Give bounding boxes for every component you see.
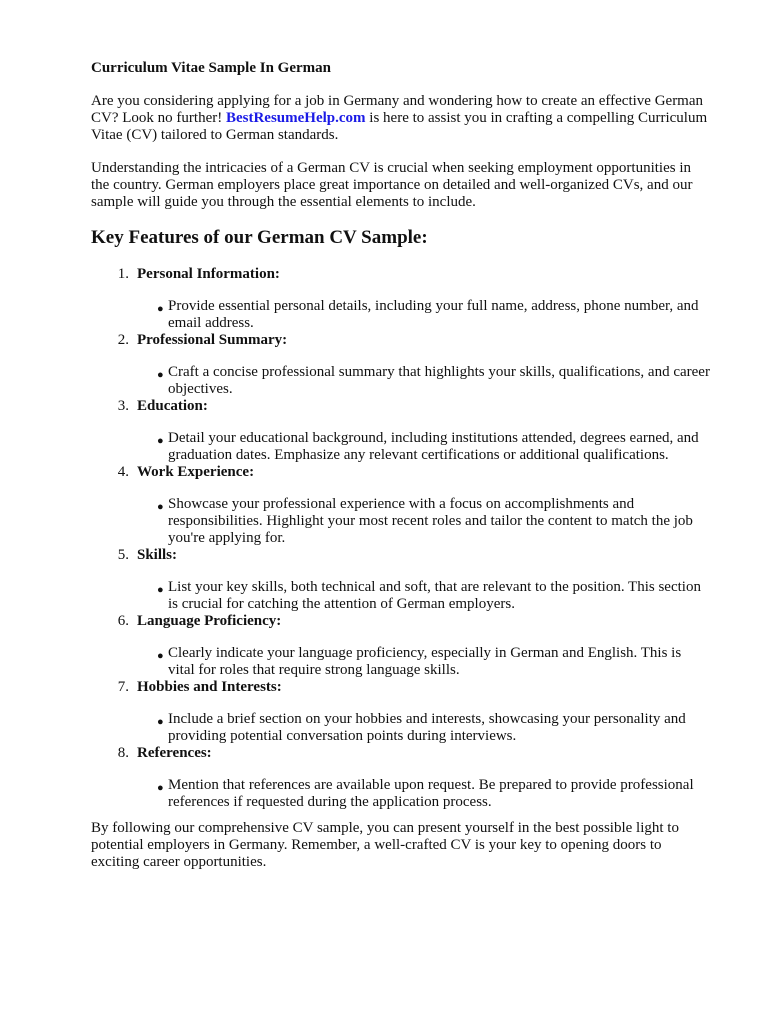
intro-text-end: is here to assist you in crafting a compelling Curriculum Vitae (CV) tailored to German standards. (91, 110, 708, 143)
page-title: Curriculum Vitae Sample In German (91, 60, 331, 76)
bullet-icon: ● (157, 501, 164, 513)
feature-header (91, 547, 711, 564)
feature-header (91, 266, 711, 283)
feature-header (91, 332, 711, 349)
feature-bullet (91, 496, 711, 547)
feature-bullet (91, 645, 711, 679)
feature-number: 2. (117, 332, 129, 348)
bullet-icon: ● (157, 435, 164, 447)
feature-bullet-text: Craft a concise professional summary that highlights your skills, qualifications, and career objectives. (168, 364, 710, 397)
feature-bullet (91, 777, 711, 811)
feature-bullet-text: Clearly indicate your language proficiency, especially in German and English. This is vital for roles that require strong language skills. (168, 645, 682, 678)
intro-text-start: Are you considering applying for a job in Germany and wondering how to create an effective German CV? Look no further! (91, 93, 704, 126)
feature-bullet (91, 711, 711, 745)
feature-number-cell (91, 266, 129, 283)
feature-header (91, 398, 711, 415)
feature-bullet-text: List your key skills, both technical and soft, that are relevant to the position. This section is crucial for catching the attention of German employers. (168, 579, 701, 612)
feature-bullet-text: Detail your educational background, including institutions attended, degrees earned, and graduation dates. Emphasize any relevant certifications or additional qualifications. (168, 430, 699, 463)
feature-item (91, 464, 711, 547)
understanding-paragraph: Understanding the intricacies of a German CV is crucial when seeking employment opportunities in the country. German employers place great importance on detailed and well-organized CVs, and our sample will guide you through the essential elements to include. (91, 160, 693, 210)
features-list (91, 266, 711, 811)
feature-bullet (91, 430, 711, 464)
feature-number: 8. (117, 745, 129, 761)
bestresumehelp-link[interactable]: BestResumeHelp.com (225, 110, 366, 126)
document-body (91, 60, 711, 887)
feature-number-cell (91, 398, 129, 415)
feature-title: Personal Information: (137, 266, 280, 282)
feature-title: Hobbies and Interests: (137, 679, 282, 695)
feature-bullet (91, 579, 711, 613)
feature-number-cell (91, 745, 129, 762)
feature-item (91, 332, 711, 398)
feature-item (91, 745, 711, 811)
feature-number-cell (91, 679, 129, 696)
bullet-icon: ● (157, 716, 164, 728)
feature-bullet-text: Mention that references are available upon request. Be prepared to provide professional references if requested during the application process. (168, 777, 694, 810)
feature-number: 1. (117, 266, 129, 282)
feature-bullet-text: Include a brief section on your hobbies and interests, showcasing your personality and providing potential conversation points during interviews. (168, 711, 686, 744)
feature-bullet-text: Provide essential personal details, including your full name, address, phone number, and email address. (168, 298, 699, 331)
feature-number-cell (91, 464, 129, 481)
feature-header (91, 464, 711, 481)
closing-paragraph: By following our comprehensive CV sample, you can present yourself in the best possible light to potential employers in Germany. Remember, a well-crafted CV is your key to opening doors to exciting career opportunities. (91, 820, 679, 870)
feature-bullet (91, 364, 711, 398)
feature-number: 4. (117, 464, 129, 480)
feature-item (91, 398, 711, 464)
feature-title: References: (137, 745, 212, 761)
feature-header (91, 745, 711, 762)
feature-item (91, 613, 711, 679)
bullet-icon: ● (157, 303, 164, 315)
feature-bullet-text: Showcase your professional experience with a focus on accomplishments and responsibilities. Highlight your most recent roles and tailor the content to match the job you're applying for. (168, 496, 693, 546)
feature-number: 6. (117, 613, 129, 629)
feature-number: 5. (117, 547, 129, 563)
intro-paragraph (91, 93, 711, 144)
feature-title: Work Experience: (137, 464, 255, 480)
feature-header (91, 613, 711, 630)
feature-item (91, 266, 711, 332)
features-heading: Key Features of our German CV Sample: (91, 227, 428, 248)
feature-title: Language Proficiency: (137, 613, 282, 629)
feature-title: Education: (137, 398, 208, 414)
bullet-icon: ● (157, 782, 164, 794)
feature-title: Skills: (137, 547, 178, 563)
feature-number-cell (91, 332, 129, 349)
bullet-icon: ● (157, 369, 164, 381)
feature-bullet (91, 298, 711, 332)
feature-number-cell (91, 547, 129, 564)
feature-number: 7. (117, 679, 129, 695)
bullet-icon: ● (157, 584, 164, 596)
feature-item (91, 679, 711, 745)
feature-title: Professional Summary: (137, 332, 288, 348)
feature-header (91, 679, 711, 696)
feature-number-cell (91, 613, 129, 630)
feature-number: 3. (117, 398, 129, 414)
bullet-icon: ● (157, 650, 164, 662)
feature-item (91, 547, 711, 613)
